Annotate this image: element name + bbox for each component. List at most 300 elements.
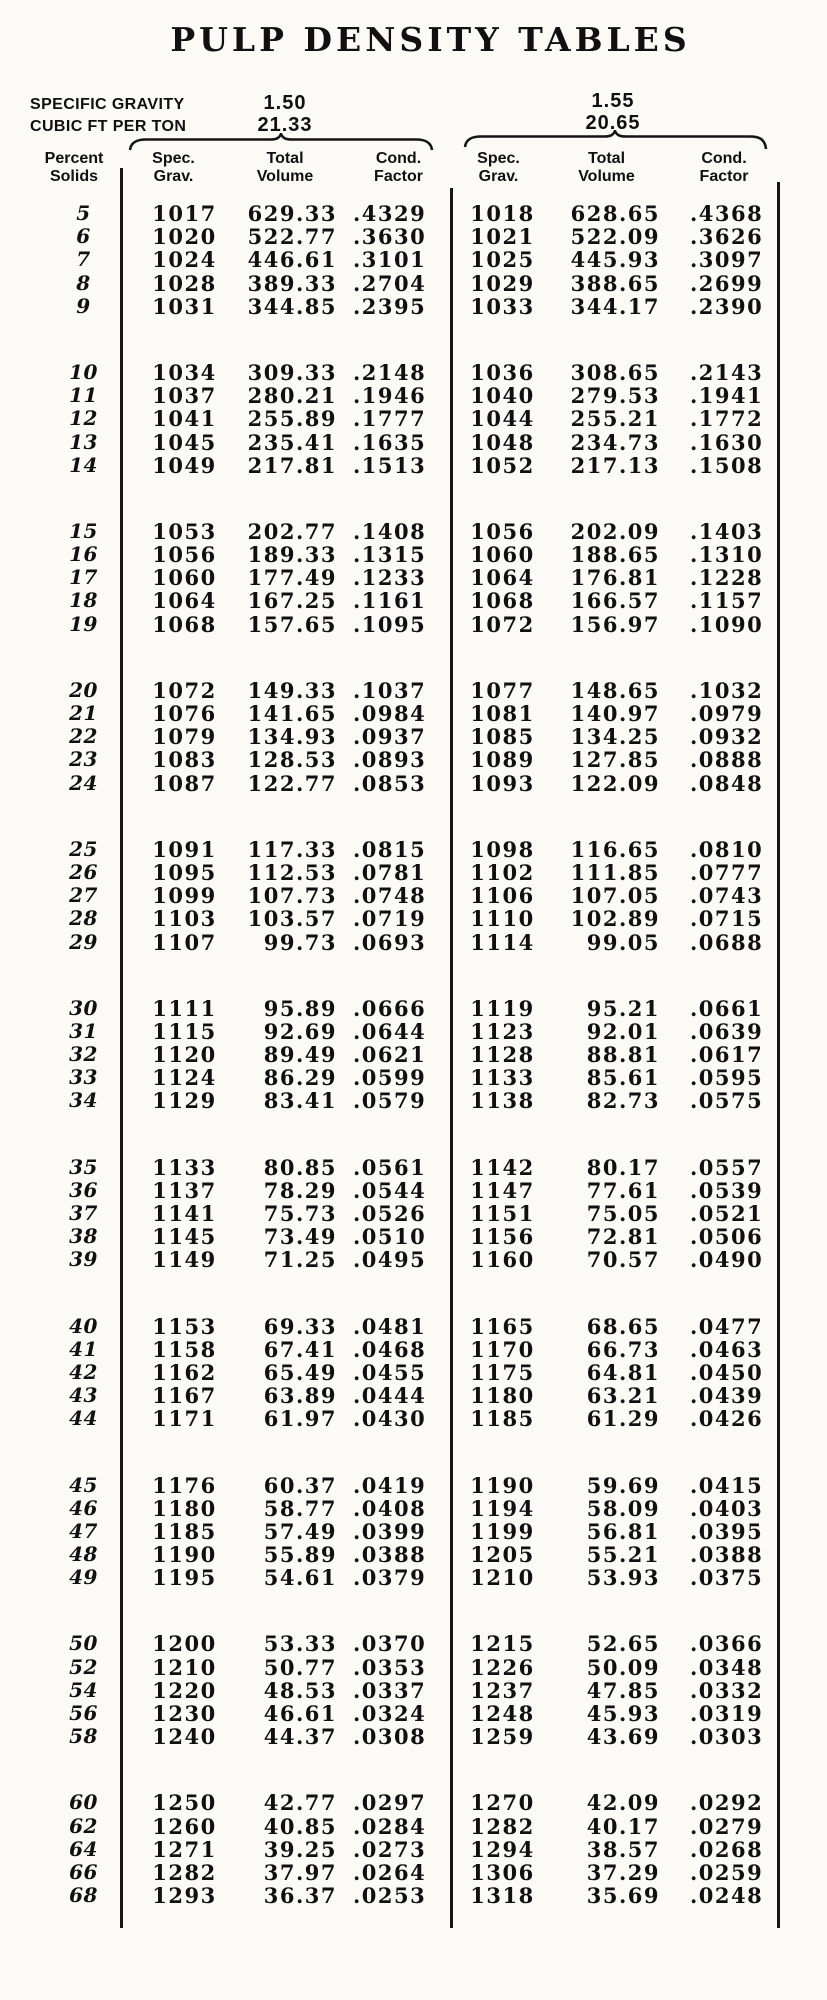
- cond-factor-value: .0430: [353, 1406, 427, 1432]
- total-volume-value: 279.53: [570, 383, 660, 409]
- cond-factor-value: .0688: [690, 929, 764, 955]
- left-cubic-ft-value: 21.33: [257, 114, 313, 136]
- percent-solids-value: 17: [69, 565, 98, 590]
- spec-grav-value: 1034: [152, 359, 217, 385]
- total-volume-value: 176.81: [570, 565, 660, 591]
- spec-grav-value: 1083: [152, 747, 217, 773]
- cond-factor-value: .1032: [690, 677, 764, 703]
- total-volume-value: 75.73: [263, 1201, 337, 1226]
- table-row: [0, 295, 780, 318]
- row-group: [0, 679, 780, 795]
- row-group: [0, 838, 780, 954]
- table-row: [0, 1407, 780, 1430]
- cond-factor-value: .2699: [690, 270, 764, 296]
- cond-factor-value: .0303: [690, 1724, 764, 1750]
- spec-grav-value: 1052: [470, 452, 535, 478]
- total-volume-value: 58.77: [263, 1495, 337, 1521]
- cond-factor-value: .0510: [353, 1224, 427, 1250]
- cond-factor-value: .0893: [353, 747, 427, 773]
- right-vertical-rule: [777, 182, 780, 1928]
- cond-factor-value: .0332: [690, 1677, 764, 1703]
- spec-grav-value: 1230: [152, 1701, 217, 1726]
- spec-grav-value: 1028: [152, 270, 217, 296]
- spec-grav-value: 1114: [470, 929, 535, 955]
- cond-factor-value: .0375: [690, 1565, 764, 1591]
- spec-grav-value: 1093: [470, 770, 535, 796]
- percent-solids-value: 31: [69, 1018, 98, 1043]
- table-row: [0, 1179, 780, 1202]
- spec-grav-value: 1079: [152, 724, 217, 750]
- spec-grav-value: 1041: [152, 406, 217, 432]
- cond-factor-value: .1513: [353, 452, 427, 478]
- total-volume-value: 446.61: [247, 247, 337, 273]
- cond-factor-value: .1095: [353, 611, 427, 637]
- cond-factor-value: .0477: [690, 1313, 764, 1339]
- percent-solids-value: 52: [69, 1654, 98, 1679]
- cond-factor-value: .0379: [353, 1565, 427, 1591]
- table-row: [0, 702, 780, 725]
- spec-grav-value: 1098: [470, 836, 535, 862]
- percent-solids-value: 5: [76, 201, 91, 225]
- cond-factor-value: .0439: [690, 1383, 764, 1409]
- table-row: [0, 1202, 780, 1225]
- percent-solids-value: 8: [76, 270, 91, 295]
- total-volume-value: 56.81: [586, 1518, 660, 1544]
- spec-grav-value: 1106: [470, 883, 535, 909]
- cond-factor-value: .0526: [353, 1201, 427, 1226]
- cond-factor-value: .1408: [353, 518, 427, 544]
- spec-grav-value: 1103: [152, 906, 217, 932]
- total-volume-value: 67.41: [263, 1336, 337, 1362]
- percent-solids-value: 35: [69, 1154, 98, 1179]
- total-volume-value: 388.65: [570, 270, 660, 296]
- spec-grav-value: 1180: [470, 1383, 535, 1409]
- percent-solids-value: 38: [69, 1224, 98, 1249]
- cond-factor-value: .0599: [353, 1065, 427, 1091]
- table-row: [0, 1702, 780, 1725]
- spec-grav-value: 1089: [470, 747, 535, 773]
- cond-factor-value: .0539: [690, 1177, 764, 1203]
- cond-factor-value: .0273: [353, 1836, 427, 1862]
- percent-solids-value: 18: [69, 588, 98, 613]
- cond-factor-value: .1403: [690, 518, 764, 544]
- cond-factor-value: .0395: [690, 1518, 764, 1544]
- total-volume-value: 189.33: [247, 542, 337, 568]
- cond-factor-value: .0621: [353, 1042, 427, 1068]
- percent-solids-header: Percent Solids: [44, 150, 104, 185]
- total-volume-value: 68.65: [586, 1313, 660, 1339]
- total-volume-value: 47.85: [586, 1677, 660, 1703]
- spec-grav-value: 1145: [152, 1224, 217, 1250]
- table-row: [0, 1020, 780, 1043]
- spec-grav-value: 1294: [470, 1836, 535, 1862]
- cond-factor-value: .0366: [690, 1631, 764, 1657]
- spec-grav-value: 1165: [470, 1313, 535, 1339]
- cond-factor-value: .1310: [690, 542, 764, 568]
- cond-factor-value: .0781: [353, 859, 427, 885]
- percent-solids-value: 58: [69, 1724, 98, 1749]
- spec-grav-value: 1085: [470, 724, 535, 750]
- cond-factor-value: .1630: [690, 429, 764, 455]
- cond-factor-value: .0544: [353, 1177, 427, 1203]
- percent-solids-value: 34: [69, 1088, 98, 1113]
- spec-grav-value: 1176: [152, 1472, 217, 1498]
- percent-solids-value: 64: [69, 1836, 98, 1861]
- spec-grav-value: 1111: [152, 995, 217, 1021]
- total-volume-value: 629.33: [247, 201, 337, 226]
- percent-solids-value: 66: [69, 1859, 98, 1884]
- total-volume-value: 217.13: [570, 452, 660, 478]
- percent-solids-value: 21: [69, 701, 98, 725]
- spec-grav-value: 1129: [152, 1088, 217, 1114]
- percent-solids-value: 29: [69, 929, 98, 954]
- total-volume-value: 177.49: [247, 565, 337, 591]
- total-volume-value: 55.89: [263, 1542, 337, 1568]
- spec-grav-value: 1068: [470, 588, 535, 614]
- row-group: [0, 1156, 780, 1272]
- column-header-row: [0, 150, 780, 186]
- cond-factor-value: .0595: [690, 1065, 764, 1091]
- total-volume-value: 117.33: [247, 836, 337, 862]
- cond-factor-value: .1635: [353, 429, 427, 455]
- cond-factor-value: .0468: [353, 1336, 427, 1362]
- percent-solids-value: 12: [69, 406, 98, 431]
- cond-factor-value: .0617: [690, 1042, 764, 1068]
- spec-grav-value: 1053: [152, 518, 217, 544]
- cond-factor-value: .0575: [690, 1088, 764, 1114]
- spec-grav-value: 1031: [152, 293, 217, 319]
- cond-factor-value: .0666: [353, 995, 427, 1021]
- table-row: [0, 543, 780, 566]
- total-volume-value: 445.93: [570, 247, 660, 273]
- cond-factor-value: .0848: [690, 770, 764, 796]
- table-row: [0, 838, 780, 861]
- spec-grav-value: 1226: [470, 1654, 535, 1680]
- spec-grav-value: 1120: [152, 1042, 217, 1068]
- cond-factor-value: .4368: [690, 201, 764, 226]
- table-row: [0, 407, 780, 430]
- cond-factor-value: .1946: [353, 383, 427, 409]
- spec-grav-value: 1190: [470, 1472, 535, 1498]
- total-volume-value: 63.89: [263, 1383, 337, 1409]
- total-volume-value: 42.77: [263, 1790, 337, 1816]
- table-row: [0, 1156, 780, 1179]
- percent-solids-value: 49: [69, 1565, 98, 1590]
- spec-grav-value: 1064: [470, 565, 535, 591]
- total-volume-value: 72.81: [586, 1224, 660, 1250]
- percent-solids-value: 7: [76, 247, 91, 272]
- spec-grav-value: 1175: [470, 1359, 535, 1385]
- total-volume-value: 166.57: [570, 588, 660, 614]
- spec-grav-value: 1048: [470, 429, 535, 455]
- spec-grav-value: 1056: [152, 542, 217, 568]
- table-row: [0, 1248, 780, 1271]
- row-group: [0, 1632, 780, 1748]
- spec-grav-value: 1180: [152, 1495, 217, 1521]
- cond-factor-value: .0399: [353, 1518, 427, 1544]
- spec-grav-value: 1056: [470, 518, 535, 544]
- spec-grav-value: 1017: [152, 201, 217, 226]
- cond-factor-value: .0521: [690, 1201, 764, 1226]
- total-volume-value: 37.97: [263, 1859, 337, 1885]
- middle-vertical-rule: [450, 188, 453, 1928]
- spec-grav-value: 1240: [152, 1724, 217, 1750]
- table-row: [0, 520, 780, 543]
- total-volume-value: 52.65: [586, 1631, 660, 1657]
- row-group: [0, 520, 780, 636]
- total-volume-value: 344.17: [570, 293, 660, 319]
- percent-solids-value: 23: [69, 747, 98, 772]
- left-specific-gravity-value: 1.50: [263, 92, 307, 114]
- spec-grav-value: 1018: [470, 201, 535, 226]
- table-row: [0, 861, 780, 884]
- spec-grav-value: 1200: [152, 1631, 217, 1657]
- total-volume-value: 234.73: [570, 429, 660, 455]
- spec-grav-value: 1160: [470, 1247, 535, 1273]
- table-row: [0, 1861, 780, 1884]
- total-volume-value: 59.69: [586, 1472, 660, 1498]
- cond-factor-value: .0743: [690, 883, 764, 909]
- cond-factor-value: .0408: [353, 1495, 427, 1521]
- total-volume-value: 71.25: [263, 1247, 337, 1273]
- total-volume-value: 157.65: [247, 611, 337, 637]
- spec-grav-value: 1170: [470, 1336, 535, 1362]
- spec-grav-value: 1282: [152, 1859, 217, 1885]
- spec-grav-value: 1270: [470, 1790, 535, 1816]
- cond-factor-value: .0268: [690, 1836, 764, 1862]
- total-volume-value: 156.97: [570, 611, 660, 637]
- table-row: [0, 1566, 780, 1589]
- cond-factor-value: .1157: [690, 588, 764, 614]
- cond-factor-value: .0248: [690, 1883, 764, 1909]
- total-volume-value: 107.05: [570, 883, 660, 909]
- spec-grav-value: 1185: [152, 1518, 217, 1544]
- percent-solids-value: 43: [69, 1383, 98, 1408]
- right-cubic-ft-value: 20.65: [585, 112, 641, 134]
- spec-grav-value: 1102: [470, 859, 535, 885]
- cond-factor-value: .0561: [353, 1154, 427, 1180]
- cond-factor-value: .0253: [353, 1883, 427, 1909]
- cubic-ft-per-ton-label: CUBIC FT PER TON: [30, 118, 187, 135]
- percent-solids-value: 48: [69, 1542, 98, 1567]
- total-volume-value: 202.09: [570, 518, 660, 544]
- percent-solids-value: 62: [69, 1813, 98, 1838]
- table-row: [0, 202, 780, 225]
- total-volume-value: 53.33: [263, 1631, 337, 1657]
- cond-factor-value: .0557: [690, 1154, 764, 1180]
- spec-grav-value: 1072: [470, 611, 535, 637]
- spec-grav-value: 1248: [470, 1701, 535, 1726]
- percent-solids-value: 15: [69, 518, 98, 543]
- total-volume-value: 344.85: [247, 293, 337, 319]
- left-total-volume-header: Total Volume: [256, 150, 314, 185]
- page-title: PULP DENSITY TABLES: [170, 20, 691, 59]
- percent-solids-value: 19: [69, 611, 98, 636]
- percent-solids-value: 44: [69, 1406, 98, 1431]
- total-volume-value: 50.09: [586, 1654, 660, 1680]
- total-volume-value: 99.73: [263, 929, 337, 955]
- spec-grav-value: 1044: [470, 406, 535, 432]
- percent-solids-value: 32: [69, 1042, 98, 1067]
- percent-solids-value: 41: [69, 1336, 98, 1361]
- percent-solids-value: 20: [69, 677, 98, 702]
- spec-grav-value: 1072: [152, 677, 217, 703]
- table-row: [0, 772, 780, 795]
- total-volume-value: 40.17: [586, 1813, 660, 1839]
- row-group: [0, 1791, 780, 1907]
- table-row: [0, 1520, 780, 1543]
- table-row: [0, 1361, 780, 1384]
- table-row: [0, 272, 780, 295]
- table-row: [0, 931, 780, 954]
- total-volume-value: 77.61: [586, 1177, 660, 1203]
- spec-grav-value: 1158: [152, 1336, 217, 1362]
- cond-factor-value: .2390: [690, 293, 764, 319]
- percent-solids-value: 9: [76, 293, 91, 318]
- cond-factor-value: .0297: [353, 1790, 427, 1816]
- total-volume-value: 66.73: [586, 1336, 660, 1362]
- table-row: [0, 1815, 780, 1838]
- cond-factor-value: .0337: [353, 1677, 427, 1703]
- spec-grav-value: 1064: [152, 588, 217, 614]
- spec-grav-value: 1142: [470, 1154, 535, 1180]
- total-volume-value: 167.25: [247, 588, 337, 614]
- total-volume-value: 82.73: [586, 1088, 660, 1114]
- total-volume-value: 255.89: [247, 406, 337, 432]
- total-volume-value: 628.65: [570, 201, 660, 226]
- percent-solids-value: 56: [69, 1701, 98, 1725]
- cond-factor-value: .0937: [353, 724, 427, 750]
- table-row: [0, 1632, 780, 1655]
- total-volume-value: 217.81: [247, 452, 337, 478]
- percent-solids-value: 36: [69, 1177, 98, 1202]
- percent-solids-value: 30: [69, 995, 98, 1020]
- total-volume-value: 57.49: [263, 1518, 337, 1544]
- total-volume-value: 235.41: [247, 429, 337, 455]
- cond-factor-value: .0715: [690, 906, 764, 932]
- total-volume-value: 92.01: [586, 1018, 660, 1044]
- table-row: [0, 1043, 780, 1066]
- spec-grav-value: 1060: [152, 565, 217, 591]
- right-cond-factor-header: Cond. Factor: [699, 150, 749, 185]
- percent-solids-value: 37: [69, 1201, 98, 1225]
- spec-grav-value: 1025: [470, 247, 535, 273]
- total-volume-value: 60.37: [263, 1472, 337, 1498]
- total-volume-value: 127.85: [570, 747, 660, 773]
- percent-solids-value: 14: [69, 452, 98, 477]
- table-row: [0, 907, 780, 930]
- total-volume-value: 39.25: [263, 1836, 337, 1862]
- total-volume-value: 111.85: [570, 859, 660, 885]
- cond-factor-value: .0719: [353, 906, 427, 932]
- cond-factor-value: .0888: [690, 747, 764, 773]
- total-volume-value: 522.09: [570, 224, 660, 250]
- cond-factor-value: .0777: [690, 859, 764, 885]
- spec-grav-value: 1259: [470, 1724, 535, 1750]
- spec-grav-value: 1149: [152, 1247, 217, 1273]
- cond-factor-value: .1777: [353, 406, 427, 432]
- spec-grav-value: 1162: [152, 1359, 217, 1385]
- right-block-brace: [463, 130, 768, 152]
- spec-grav-value: 1210: [470, 1565, 535, 1591]
- total-volume-value: 95.89: [263, 995, 337, 1021]
- total-volume-value: 61.29: [586, 1406, 660, 1432]
- total-volume-value: 50.77: [263, 1654, 337, 1680]
- cond-factor-value: .0644: [353, 1018, 427, 1044]
- spec-grav-value: 1210: [152, 1654, 217, 1680]
- cond-factor-value: .0748: [353, 883, 427, 909]
- total-volume-value: 70.57: [586, 1247, 660, 1273]
- total-volume-value: 309.33: [247, 359, 337, 385]
- cond-factor-value: .1037: [353, 677, 427, 703]
- table-row: [0, 1066, 780, 1089]
- percent-solids-value: 68: [69, 1883, 98, 1908]
- spec-grav-value: 1037: [152, 383, 217, 409]
- total-volume-value: 141.65: [247, 701, 337, 726]
- spec-grav-value: 1167: [152, 1383, 217, 1409]
- total-volume-value: 140.97: [570, 701, 660, 726]
- total-volume-value: 95.21: [586, 995, 660, 1021]
- total-volume-value: 61.97: [263, 1406, 337, 1432]
- spec-grav-value: 1205: [470, 1542, 535, 1568]
- percent-solids-value: 54: [69, 1677, 98, 1702]
- spec-grav-value: 1237: [470, 1677, 535, 1703]
- spec-grav-value: 1133: [470, 1065, 535, 1091]
- total-volume-value: 43.69: [586, 1724, 660, 1750]
- total-volume-value: 65.49: [263, 1359, 337, 1385]
- cond-factor-value: .0450: [690, 1359, 764, 1385]
- spec-grav-value: 1029: [470, 270, 535, 296]
- spec-grav-value: 1195: [152, 1565, 217, 1591]
- table-row: [0, 1384, 780, 1407]
- cond-factor-value: .0579: [353, 1088, 427, 1114]
- total-volume-value: 122.77: [247, 770, 337, 796]
- spec-grav-value: 1081: [470, 701, 535, 726]
- total-volume-value: 103.57: [247, 906, 337, 932]
- cond-factor-value: .2148: [353, 359, 427, 385]
- table-row: [0, 1543, 780, 1566]
- percent-solids-value: 27: [69, 883, 98, 908]
- total-volume-value: 53.93: [586, 1565, 660, 1591]
- total-volume-value: 188.65: [570, 542, 660, 568]
- cond-factor-value: .0264: [353, 1859, 427, 1885]
- table-row: [0, 1089, 780, 1112]
- percent-solids-value: 47: [69, 1518, 98, 1543]
- cond-factor-value: .1090: [690, 611, 764, 637]
- table-row: [0, 1791, 780, 1814]
- spec-grav-value: 1318: [470, 1883, 535, 1909]
- spec-grav-value: 1068: [152, 611, 217, 637]
- total-volume-value: 69.33: [263, 1313, 337, 1339]
- cond-factor-value: .0292: [690, 1790, 764, 1816]
- total-volume-value: 128.53: [247, 747, 337, 773]
- right-total-volume-header: Total Volume: [578, 150, 635, 185]
- right-specific-gravity-value: 1.55: [591, 90, 635, 112]
- row-group: [0, 1315, 780, 1431]
- total-volume-value: 45.93: [586, 1701, 660, 1726]
- spec-grav-value: 1123: [470, 1018, 535, 1044]
- spec-grav-value: 1185: [470, 1406, 535, 1432]
- left-vertical-rule: [120, 168, 123, 1928]
- cond-factor-value: .0308: [353, 1724, 427, 1750]
- cond-factor-value: .0415: [690, 1472, 764, 1498]
- total-volume-value: 83.41: [263, 1088, 337, 1114]
- cond-factor-value: .0444: [353, 1383, 427, 1409]
- total-volume-value: 122.09: [570, 770, 660, 796]
- cond-factor-value: .0279: [690, 1813, 764, 1839]
- row-group: [0, 202, 780, 318]
- total-volume-value: 36.37: [263, 1883, 337, 1909]
